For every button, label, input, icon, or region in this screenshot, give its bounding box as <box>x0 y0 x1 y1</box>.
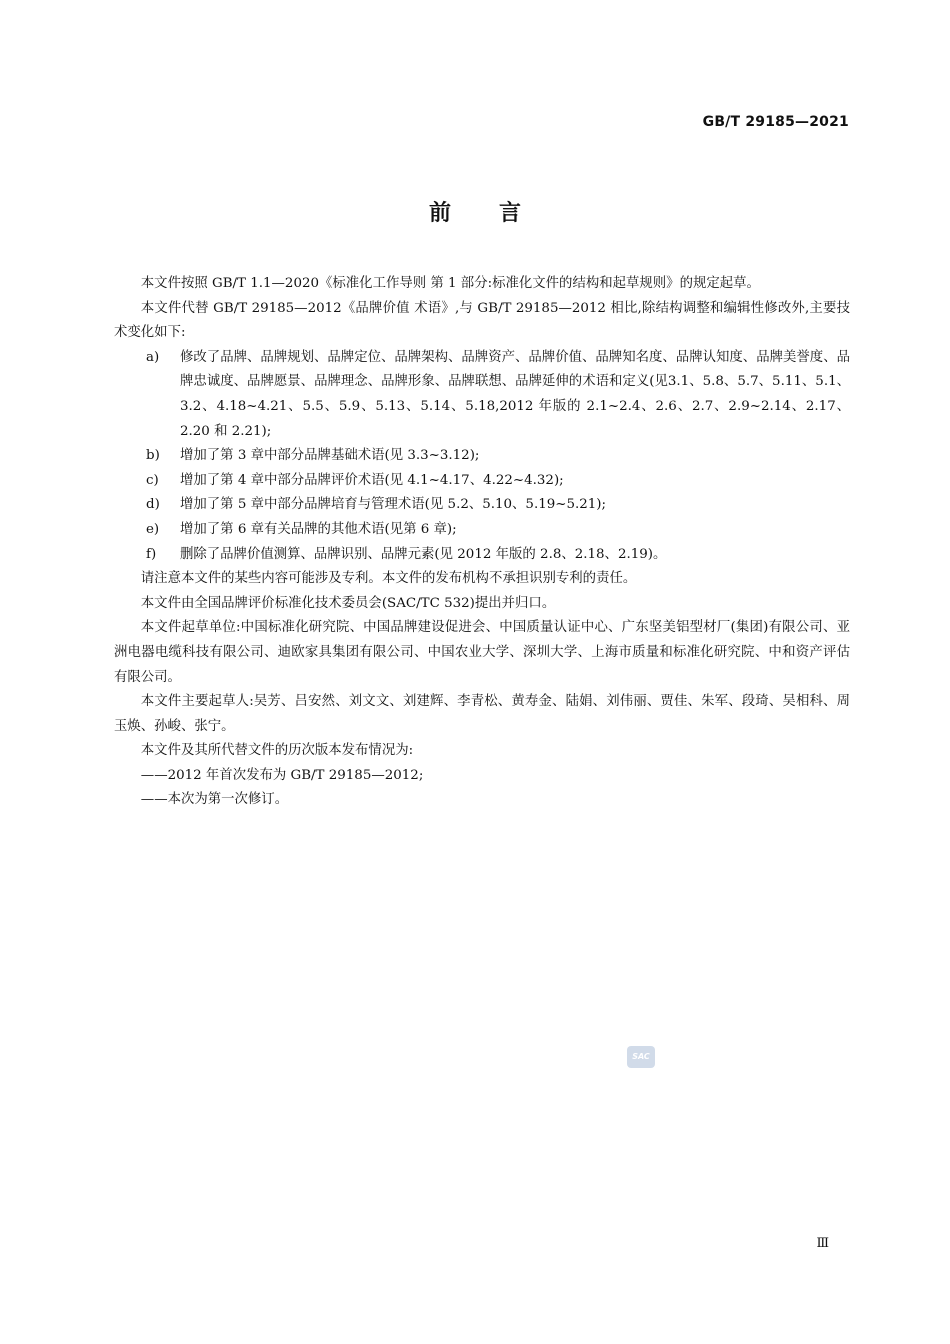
history-item: ——本次为第一次修订。 <box>140 792 289 808</box>
history-item: ——2012 年首次发布为 GB/T 29185—2012; <box>140 767 424 783</box>
page-number: Ⅲ <box>816 1236 829 1251</box>
paragraph-drafters: 本文件主要起草人:吴芳、吕安然、刘文文、刘建辉、李青松、黄寿金、陆娟、刘伟丽、贾佳、朱军、段琦、吴相科、周玉焕、孙峻、张宁。 <box>114 694 850 734</box>
list-item-text: 增加了第 5 章中部分品牌培育与管理术语(见 5.2、5.10、5.19~5.21); <box>180 497 607 513</box>
document-body <box>114 272 850 813</box>
standard-code: GB/T 29185—2021 <box>702 114 849 130</box>
list-item-text: 修改了品牌、品牌规划、品牌定位、品牌架构、品牌资产、品牌价值、品牌知名度、品牌认知度、品牌美誉度、品牌忠诚度、品牌愿景、品牌理念、品牌形象、品牌联想、品牌延伸的术语和定义(见3.1、5.8、5.7、5.11、5.1、3.2、4.18~4.21、5.5、5.9、5.13、5.14、5.18,2012 年版的 2.1~2.4、2.6、2.7、2.9~2.14、2.17、2.20 和 2.21); <box>180 349 850 439</box>
paragraph-committee: 本文件由全国品牌评价标准化技术委员会(SAC/TC 532)提出并归口。 <box>140 595 556 611</box>
list-item <box>114 444 850 469</box>
list-marker: f) <box>146 546 157 562</box>
changes-list <box>114 346 850 567</box>
page-title: 前言 <box>428 201 569 226</box>
paragraph-patent-notice: 请注意本文件的某些内容可能涉及专利。本文件的发布机构不承担识别专利的责任。 <box>140 571 637 587</box>
list-marker: d) <box>146 497 160 513</box>
list-item <box>114 543 850 568</box>
list-item <box>114 493 850 518</box>
list-marker: b) <box>146 448 160 464</box>
list-marker: e) <box>146 521 160 537</box>
list-marker: a) <box>146 349 160 365</box>
paragraph-history-intro: 本文件及其所代替文件的历次版本发布情况为: <box>140 743 414 759</box>
paragraph-drafting-units: 本文件起草单位:中国标准化研究院、中国品牌建设促进会、中国质量认证中心、广东坚美铝型材厂(集团)有限公司、亚洲电器电缆科技有限公司、迪欧家具集团有限公司、中国农业大学、深圳大学、上海市质量和标准化研究院、中和资产评估有限公司。 <box>114 620 850 685</box>
list-item-text: 增加了第 4 章中部分品牌评价术语(见 4.1~4.17、4.22~4.32); <box>180 472 564 488</box>
list-item-text: 增加了第 3 章中部分品牌基础术语(见 3.3~3.12); <box>180 448 480 464</box>
list-marker: c) <box>146 472 159 488</box>
paragraph-drafting-basis: 本文件按照 GB/T 1.1—2020《标准化工作导则 第 1 部分:标准化文件的结构和起草规则》的规定起草。 <box>140 276 760 291</box>
history-list <box>114 764 850 813</box>
paragraph-replacement: 本文件代替 GB/T 29185—2012《品牌价值 术语》,与 GB/T 29185—2012 相比,除结构调整和编辑性修改外,主要技术变化如下: <box>114 300 850 341</box>
list-item-text: 增加了第 6 章有关品牌的其他术语(见第 6 章); <box>180 521 457 537</box>
list-item <box>114 518 850 543</box>
list-item <box>114 346 850 444</box>
list-item-text: 删除了品牌价值测算、品牌识别、品牌元素(见 2012 年版的 2.8、2.18、2.19)。 <box>180 546 667 562</box>
list-item <box>114 469 850 494</box>
sac-watermark-logo: SAC <box>627 1046 655 1068</box>
